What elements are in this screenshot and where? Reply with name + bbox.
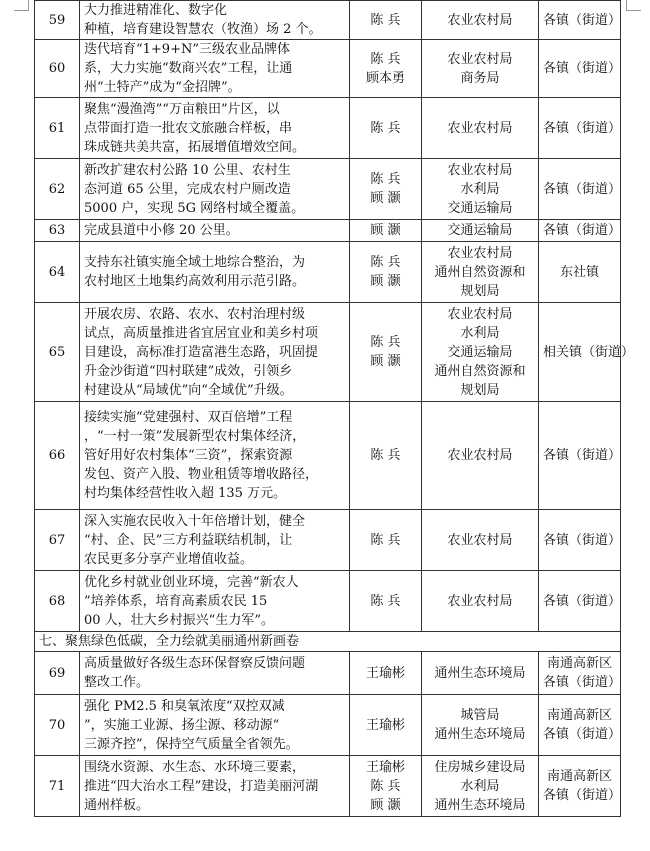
leader-name: 顾 灏 [370, 354, 401, 369]
leader-name: 顾 灏 [370, 191, 401, 206]
area-name: 各镇（街道） [543, 61, 622, 76]
row-number: 69 [35, 652, 80, 695]
row-number: 59 [35, 1, 80, 40]
area-name: 各镇（街道） [543, 675, 622, 690]
leader-name: 王瑜彬 [365, 717, 405, 733]
area-name: 各镇（街道） [543, 12, 622, 28]
task-line: 目建设，高标准打造富港生态路，巩固提 [84, 344, 319, 360]
table-row [35, 1, 621, 40]
leader-name: 陈 兵 [370, 255, 401, 270]
row-number: 70 [35, 695, 80, 756]
area-name: 各镇（街道） [543, 727, 622, 742]
department-name: 水利局 [460, 778, 500, 794]
task-line: 管好用好农村集体“三资”，探索资源 [84, 448, 293, 463]
leader-name: 陈 兵 [370, 12, 401, 28]
task-line: 试点，高质量推进省宜居宜业和美乡村项 [84, 325, 319, 341]
department-name: 交通运输局 [447, 344, 513, 360]
leader-name: 王瑜彬 [365, 759, 405, 775]
leader-name: 陈 兵 [370, 172, 401, 187]
leader-name: 陈 兵 [370, 778, 401, 794]
row-number: 67 [35, 510, 80, 571]
department-name: 商务局 [460, 70, 500, 86]
responsible-leaders [350, 695, 422, 756]
table-row [35, 510, 621, 571]
lead-departments [422, 1, 539, 40]
lead-departments [422, 303, 539, 402]
table-row [35, 652, 621, 695]
lead-departments [422, 652, 539, 695]
department-name: 规划局 [460, 283, 500, 299]
task-table [34, 0, 635, 817]
task-description [80, 98, 350, 159]
task-line: 村均集体经营性收入超 135 万元。 [84, 486, 287, 501]
department-name: 规划局 [460, 382, 500, 398]
responsible-areas [539, 695, 621, 756]
responsible-leaders [350, 242, 422, 303]
department-name: 农业农村局 [447, 120, 513, 136]
leader-name: 顾 灏 [370, 274, 401, 289]
row-number: 62 [35, 159, 80, 220]
lead-departments [422, 159, 539, 220]
task-line: 三源齐控”，保持空气质量全省领先。 [84, 736, 299, 752]
leader-name: 陈 兵 [370, 593, 401, 609]
department-name: 通州自然资源和 [434, 363, 526, 379]
department-name: 住房城乡建设局 [434, 759, 526, 775]
department-name: 水利局 [460, 181, 500, 197]
leader-name: 陈 兵 [370, 532, 401, 548]
responsible-areas [539, 756, 621, 817]
leader-name: 陈 兵 [370, 120, 401, 136]
row-number: 61 [35, 98, 80, 159]
task-description [80, 756, 350, 817]
task-line: 种植，培育建设智慧农（牧渔）场 2 个。 [84, 22, 322, 37]
table-row [35, 695, 621, 756]
responsible-areas [539, 303, 635, 402]
responsible-leaders [350, 98, 422, 159]
table-row [35, 220, 621, 242]
responsible-leaders [350, 159, 422, 220]
task-description [80, 402, 350, 510]
area-name: 各镇（街道） [543, 223, 622, 238]
section-heading: 七、聚焦绿色低碳，全力绘就美丽通州新画卷 [35, 632, 621, 652]
area-name: 各镇（街道） [543, 788, 622, 803]
task-description [80, 652, 350, 695]
department-name: 通州生态环境局 [434, 665, 526, 681]
leader-name: 陈 兵 [370, 335, 401, 350]
task-line: 态河道 65 公里，完成农村户厕改造 [84, 181, 291, 197]
task-line: “村、企、民”三方利益联结机制，让 [84, 532, 293, 548]
row-number: 63 [35, 220, 80, 242]
department-name: 农业农村局 [447, 448, 513, 463]
leader-name: 陈 兵 [370, 448, 401, 463]
crop-mark-left [14, 0, 29, 11]
leader-name: 顾本勇 [365, 70, 405, 86]
area-name: 各镇（街道） [543, 448, 622, 463]
responsible-areas [539, 510, 621, 571]
task-line: 点带面打造一批农文旅融合样板，串 [84, 120, 293, 136]
area-name: 各镇（街道） [543, 593, 622, 609]
leader-name: 顾 灏 [370, 223, 401, 238]
task-line: 升金沙街道“四村联建”成效，引领乡 [84, 363, 293, 379]
task-line: 围绕水资源、水生态、水环境三要素， [84, 759, 306, 775]
row-number: 71 [35, 756, 80, 817]
task-line: 强化 PM2.5 和臭氧浓度“双控双减 [84, 698, 285, 714]
department-name: 水利局 [460, 325, 500, 341]
responsible-areas [539, 159, 621, 220]
department-name: 交通运输局 [447, 223, 513, 238]
task-line: 完成县道中小修 20 公里。 [84, 223, 239, 238]
task-line: 村建设从“局域优”向“全域优”升级。 [84, 382, 293, 398]
leader-name: 王瑜彬 [365, 665, 405, 681]
table-row [35, 756, 621, 817]
task-description [80, 510, 350, 571]
department-name: 农业农村局 [447, 245, 513, 261]
task-line: 大力推进精准化、数字化 [84, 3, 228, 18]
lead-departments [422, 242, 539, 303]
department-name: 交通运输局 [447, 200, 513, 216]
section-row [35, 632, 621, 652]
responsible-leaders [350, 303, 422, 402]
lead-departments [422, 695, 539, 756]
task-line: 优化乡村就业创业环境，完善“新农人 [84, 574, 299, 590]
responsible-areas [539, 652, 621, 695]
leader-name: 顾 灏 [370, 797, 401, 813]
responsible-leaders [350, 402, 422, 510]
area-name: 相关镇（街道） [543, 344, 635, 360]
task-description [80, 1, 350, 40]
crop-mark-right [626, 0, 641, 11]
lead-departments [422, 571, 539, 632]
department-name: 农业农村局 [447, 51, 513, 67]
area-name: 各镇（街道） [543, 181, 622, 197]
area-name: 南通高新区 [546, 656, 612, 671]
task-description [80, 159, 350, 220]
area-name: 各镇（街道） [543, 120, 622, 136]
task-line: 新改扩建农村公路 10 公里、农村生 [84, 162, 291, 178]
row-number: 66 [35, 402, 80, 510]
task-line: 农民更多分享产业增值收益。 [84, 551, 254, 567]
responsible-areas [539, 402, 621, 510]
row-number: 65 [35, 303, 80, 402]
responsible-areas [539, 98, 621, 159]
lead-departments [422, 98, 539, 159]
row-number: 60 [35, 40, 80, 98]
department-name: 通州生态环境局 [434, 727, 526, 742]
responsible-leaders [350, 756, 422, 817]
task-description [80, 695, 350, 756]
lead-departments [422, 510, 539, 571]
table-row [35, 402, 621, 510]
responsible-areas [539, 242, 621, 303]
row-number: 64 [35, 242, 80, 303]
task-line: 州“土特产”成为“金招牌”。 [84, 80, 241, 95]
lead-departments [422, 220, 539, 242]
task-line: 接续实施“党建强村、双百倍增”工程 [84, 410, 293, 425]
lead-departments [422, 40, 539, 98]
table-row [35, 303, 621, 402]
task-line: 支持东社镇实施全域土地综合整治，为 [84, 255, 306, 270]
task-description [80, 220, 350, 242]
task-line: 系，大力实施“数商兴农”工程，让通 [84, 61, 293, 76]
department-name: 城管局 [460, 708, 500, 723]
task-line: ，“一村一策”发展新型农村集体经济， [84, 429, 306, 444]
department-name: 农业农村局 [447, 306, 513, 322]
area-name: 各镇（街道） [543, 532, 622, 548]
department-name: 农业农村局 [447, 12, 513, 28]
area-name: 南通高新区 [546, 708, 612, 723]
task-description [80, 40, 350, 98]
table-row [35, 242, 621, 303]
task-line: ”，实施工业源、扬尘源、移动源“ [84, 717, 280, 733]
responsible-leaders [350, 220, 422, 242]
responsible-leaders [350, 652, 422, 695]
responsible-leaders [350, 571, 422, 632]
area-name: 东社镇 [559, 264, 599, 280]
department-name: 农业农村局 [447, 162, 513, 178]
responsible-areas [539, 1, 621, 40]
task-line: 00 人，壮大乡村振兴“生力军”。 [84, 612, 274, 628]
task-description [80, 242, 350, 303]
table-row [35, 571, 621, 632]
task-line: 迭代培育“1+9+N”三级农业品牌体 [84, 42, 290, 57]
department-name: 农业农村局 [447, 593, 513, 609]
department-name: 农业农村局 [447, 532, 513, 548]
responsible-leaders [350, 1, 422, 40]
table-row [35, 159, 621, 220]
task-description [80, 571, 350, 632]
task-line: 推进“四大治水工程”建设，打造美丽河湖 [84, 778, 319, 794]
task-line: 深入实施农民收入十年倍增计划，健全 [84, 513, 306, 529]
lead-departments [422, 402, 539, 510]
table-row [35, 40, 621, 98]
responsible-leaders [350, 510, 422, 571]
responsible-areas [539, 220, 621, 242]
task-line: 5000 户，实现 5G 网络村域全覆盖。 [84, 200, 305, 216]
task-line: 发包、资产入股、物业租赁等增收路径， [84, 467, 319, 482]
area-name: 南通高新区 [546, 769, 612, 784]
task-line: 珠成链共美共富，拓展增值增效空间。 [84, 139, 306, 155]
responsible-areas [539, 571, 621, 632]
responsible-areas [539, 40, 621, 98]
table-row [35, 98, 621, 159]
department-name: 通州自然资源和 [434, 264, 526, 280]
task-description [80, 303, 350, 402]
lead-departments [422, 756, 539, 817]
responsible-leaders [350, 40, 422, 98]
department-name: 通州生态环境局 [434, 797, 526, 813]
task-line: 开展农房、农路、农水、农村治理村级 [84, 306, 306, 322]
task-line: ”培养体系，培育高素质农民 15 [84, 593, 268, 609]
task-line: 通州样板。 [84, 797, 150, 813]
task-line: 聚焦“漫渔湾”“万亩粮田”片区，以 [84, 101, 280, 117]
row-number: 68 [35, 571, 80, 632]
task-line: 整改工作。 [84, 675, 150, 690]
task-line: 农村地区土地集约高效利用示范引路。 [84, 274, 306, 289]
leader-name: 陈 兵 [370, 51, 401, 67]
task-line: 高质量做好各级生态环保督察反馈问题 [84, 656, 306, 671]
